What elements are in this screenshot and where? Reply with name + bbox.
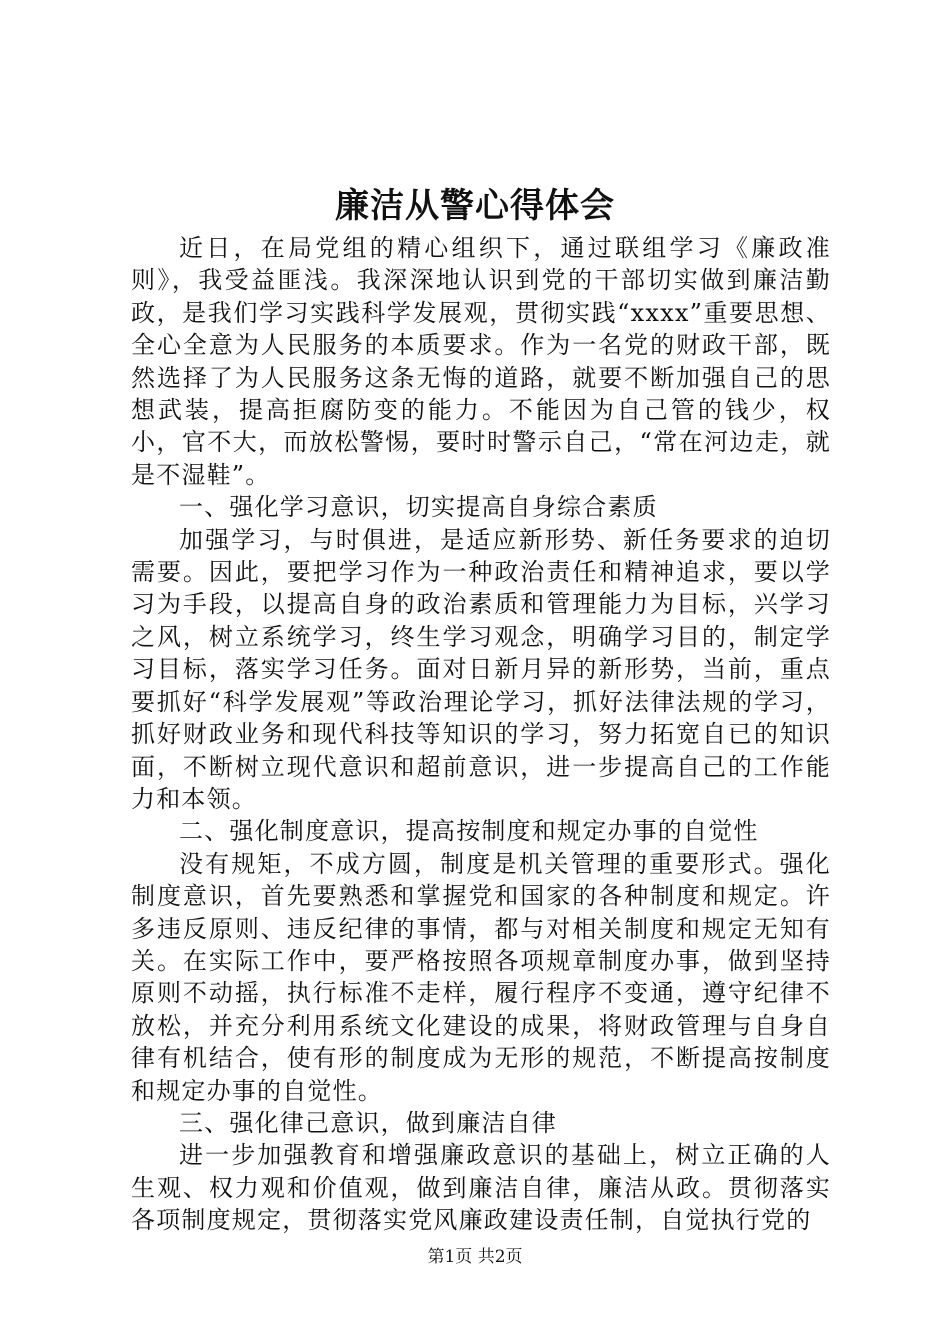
section-paragraph-1: 加强学习，与时俱进，是适应新形势、新任务要求的迫切需要。因此，要把学习作为一种政治责任和精神追求，要以学习为手段，以提高自身的政治素质和管理能力为目标，兴学习之风，树立系统学习，终生学习观念，明确学习目的，制定学习目标，落实学习任务。面对日新月异的新形势，当前，重点要抓好“科学发展观”等政治理论学习，抓好法律法规的学习，抓好财政业务和现代科技等知识的学习，努力拓宽自已的知识面，不断树立现代意识和超前意识，进一步提高自己的工作能力和本领。 (131, 525, 831, 813)
page-number-footer: 第1页 共2页 (427, 1247, 523, 1267)
section-paragraph-3: 进一步加强教育和增强廉政意识的基础上，树立正确的人生观、权力观和价值观，做到廉洁自律，廉洁从政。贯彻落实各项制度规定，贯彻落实党风廉政建设责任制，自觉执行党的 (131, 1141, 831, 1235)
section-heading-2: 二、强化制度意识，提高按制度和规定办事的自觉性 (179, 817, 759, 846)
intro-paragraph: 近日，在局党组的精心组织下，通过联组学习《廉政准则》，我受益匪浅。我深深地认识到党的干部切实做到廉洁勤政，是我们学习实践科学发展观，贯彻实践“xxxx”重要思想、全心全意为人民服务的本质要求。作为一名党的财政干部，既然选择了为人民服务这条无悔的道路，就要不断加强自己的思想武装，提高拒腐防变的能力。不能因为自己管的钱少，权小，官不大，而放松警惕，要时时警示自己，“常在河边走，就是不湿鞋”。 (131, 234, 831, 489)
document-title: 廉洁从警心得体会 (335, 186, 615, 226)
document-body (131, 232, 831, 1237)
section-heading-3: 三、强化律己意识，做到廉洁自律 (179, 1108, 557, 1137)
section-heading-1: 一、强化学习意识，切实提高自身综合素质 (179, 493, 658, 522)
section-paragraph-2: 没有规矩，不成方圆，制度是机关管理的重要形式。强化制度意识，首先要熟悉和掌握党和国家的各种制度和规定。许多违反原则、违反纪律的事情，都与对相关制度和规定无知有关。在实际工作中，要严格按照各项规章制度办事，做到坚持原则不动摇，执行标准不走样，履行程序不变通，遵守纪律不放松，并充分利用系统文化建设的成果，将财政管理与自身自律有机结合，使有形的制度成为无形的规范，不断提高按制度和规定办事的自觉性。 (131, 849, 831, 1105)
